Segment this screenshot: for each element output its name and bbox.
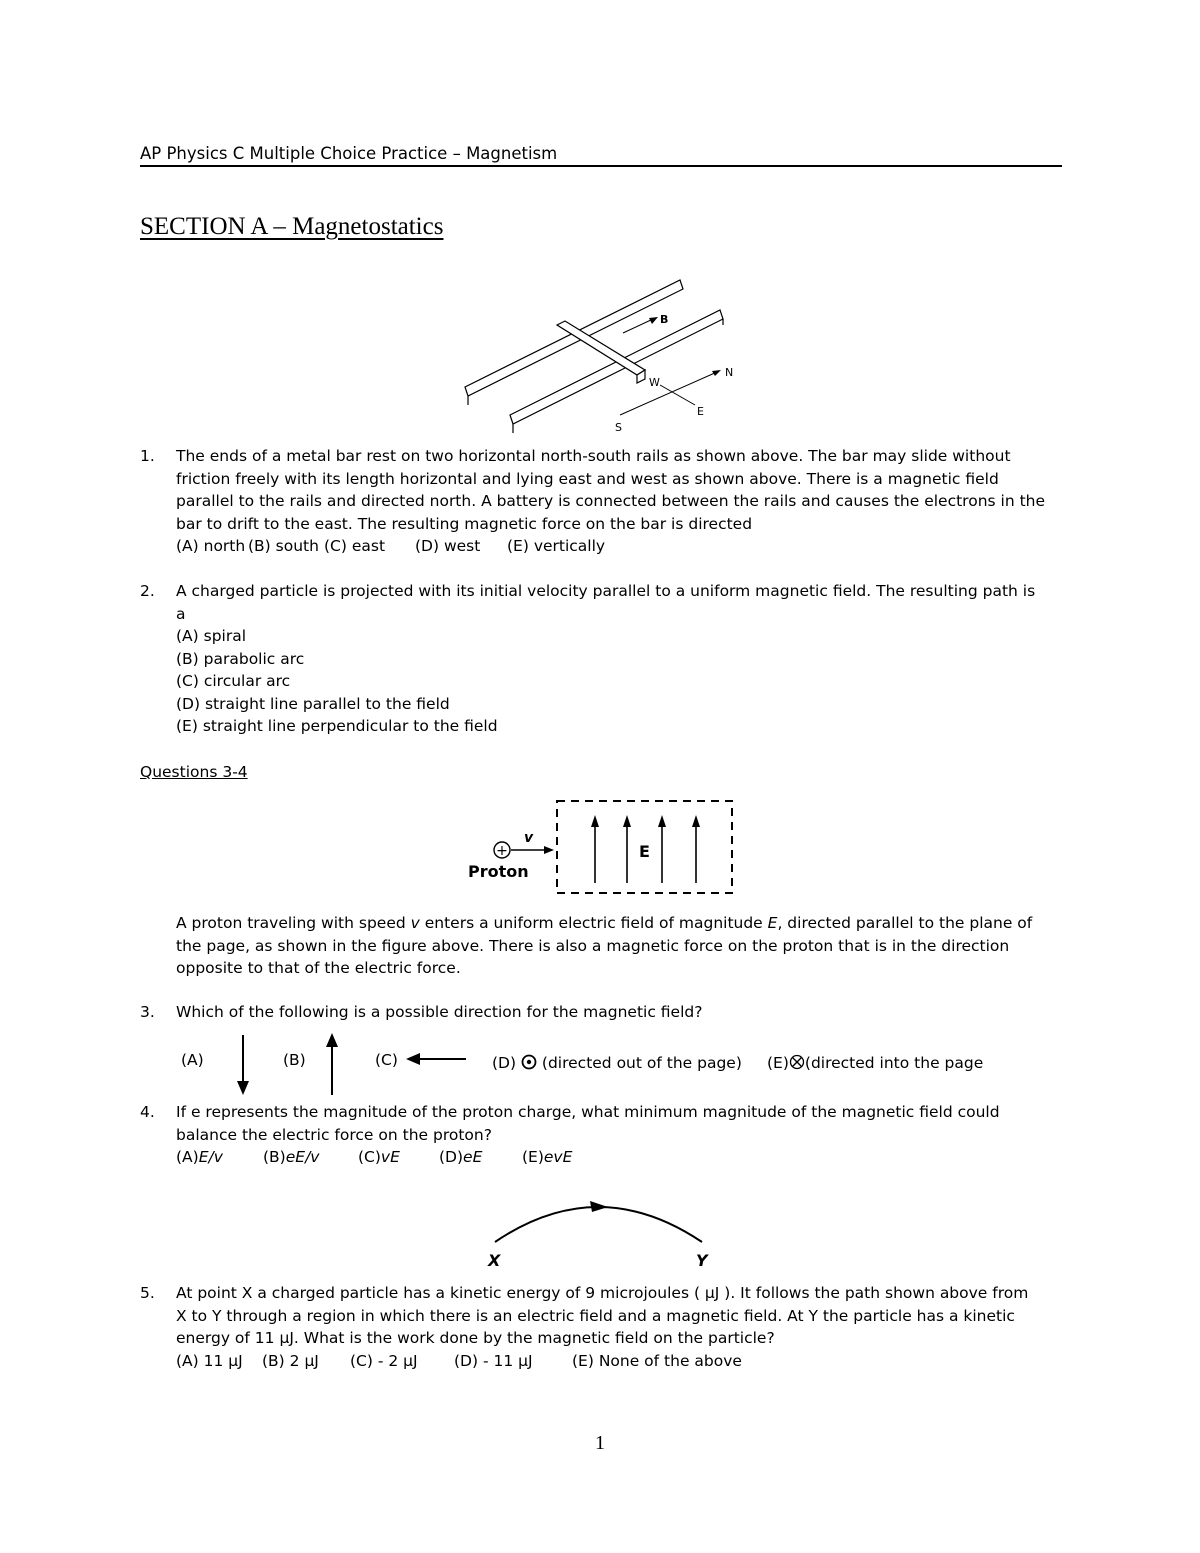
q4-line: balance the electric force on the proton? (176, 1125, 492, 1144)
q4-option-e[interactable]: (E)evE (522, 1148, 573, 1166)
q3-option-d-text: (directed out of the page) (541, 1054, 742, 1072)
questions-group-heading: Questions 3-4 (140, 763, 248, 781)
q4-option-a[interactable]: (A)E/v (176, 1148, 223, 1166)
q1-option-c[interactable]: (C) east (324, 537, 386, 555)
down-arrow-icon (233, 1033, 253, 1097)
front-rail (510, 310, 723, 424)
particle-path-figure (480, 1190, 720, 1270)
q2-option-d[interactable]: (D) straight line parallel to the field (176, 694, 450, 713)
q4-body (176, 1101, 1066, 1169)
proton-label: Proton (468, 862, 529, 881)
particle-path-arc (495, 1207, 702, 1242)
page-number: 1 (595, 1432, 605, 1454)
q5-option-e[interactable]: (E) None of the above (572, 1351, 742, 1370)
q1-options (176, 535, 1066, 558)
q4-options (176, 1146, 1066, 1169)
q3-option-e-label: (E) (767, 1054, 789, 1072)
q4-option-c[interactable]: (C)vE (358, 1148, 400, 1166)
q5-option-d[interactable]: (D) - 11 μJ (454, 1351, 533, 1370)
q1-line: The ends of a metal bar rest on two horizontal north-south rails as shown above. The bar may slide without (176, 447, 1011, 465)
point-x-label: X (488, 1251, 501, 1270)
intro-line: opposite to that of the electric force. (176, 959, 461, 977)
q2-option-b[interactable]: (B) parabolic arc (176, 649, 305, 668)
proton-field-figure (462, 795, 742, 900)
b-field-label: B (660, 313, 669, 326)
q1-line: parallel to the rails and directed north. A battery is connected between the rails and causes the electrons in the (176, 492, 1046, 510)
section-title: SECTION A – Magnetostatics (140, 213, 444, 240)
q5-option-c[interactable]: (C) - 2 μJ (350, 1351, 418, 1370)
q2-body (176, 580, 1066, 738)
q1-line: friction freely with its length horizontal and lying east and west as shown above. There is a magnetic field (176, 469, 999, 488)
header-rule (140, 165, 1062, 167)
left-arrow-icon (404, 1049, 468, 1069)
q2-number: 2. (140, 582, 155, 600)
q5-line: X to Y through a region in which there is an electric field and a magnetic field. At Y the particle has a kinetic (176, 1306, 1015, 1325)
q2-option-a[interactable]: (A) spiral (176, 627, 247, 645)
q5-number: 5. (140, 1284, 155, 1302)
q4-option-d[interactable]: (D)eE (439, 1148, 483, 1166)
west-label: W (649, 376, 660, 389)
q3-number: 3. (140, 1003, 155, 1021)
q5-body (176, 1282, 1066, 1372)
q5-line: At point X a charged particle has a kinetic energy of 9 microjoules ( μJ ). It follows the path shown above from (176, 1284, 1029, 1302)
intro-line: the page, as shown in the figure above. There is also a magnetic force on the proton that is in the direction (176, 936, 1010, 955)
q1-option-a[interactable]: (A) north (176, 537, 246, 555)
q4-option-b[interactable]: (B)eE/v (263, 1148, 320, 1166)
page-header-title: AP Physics C Multiple Choice Practice – Magnetism (140, 144, 558, 163)
q2-option-c[interactable]: (C) circular arc (176, 672, 291, 690)
q3-option-e-text: (directed into the page (804, 1054, 984, 1072)
east-label: E (697, 405, 704, 418)
point-y-label: Y (696, 1251, 708, 1270)
q3-option-d[interactable] (492, 1052, 742, 1075)
q3-4-intro (176, 912, 1066, 980)
q2-line: A charged particle is projected with its initial velocity parallel to a uniform magnetic field. The resulting path is (176, 582, 1036, 600)
q3-text: Which of the following is a possible direction for the magnetic field? (176, 1003, 703, 1021)
q3-option-b-label[interactable]: (B) (283, 1051, 306, 1069)
q1-option-e[interactable]: (E) vertically (507, 537, 606, 555)
proton-plus-sign: + (496, 843, 508, 859)
e-field-label: E (639, 842, 650, 861)
south-label: S (615, 421, 622, 434)
q3-option-c-label[interactable]: (C) (375, 1051, 398, 1069)
rails-figure (455, 275, 755, 435)
q4-line: If e represents the magnitude of the proton charge, what minimum magnitude of the magnetic field could (176, 1103, 1000, 1121)
q1-number: 1. (140, 447, 155, 465)
q3-option-a-label[interactable]: (A) (181, 1051, 204, 1069)
q1-body (176, 445, 1066, 558)
q2-line: a (176, 604, 186, 623)
q1-option-d[interactable]: (D) west (415, 537, 481, 555)
q3-option-d-label: (D) (492, 1054, 517, 1072)
velocity-label: v (524, 830, 534, 846)
intro-line: A proton traveling with speed v enters a uniform electric field of magnitude E, directed parallel to the plane of (176, 914, 1033, 932)
q5-line: energy of 11 μJ. What is the work done by the magnetic field on the particle? (176, 1329, 775, 1347)
q3-option-e[interactable] (767, 1052, 983, 1075)
q2-option-e[interactable]: (E) straight line perpendicular to the field (176, 717, 498, 735)
q1-line: bar to drift to the east. The resulting magnetic force on the bar is directed (176, 514, 753, 533)
up-arrow-icon (322, 1031, 342, 1097)
into-page-icon (789, 1054, 805, 1070)
q1-option-b[interactable]: (B) south (248, 537, 319, 555)
q5-option-b[interactable]: (B) 2 μJ (262, 1351, 319, 1370)
q5-option-a[interactable]: (A) 11 μJ (176, 1351, 243, 1370)
out-of-page-icon (521, 1054, 537, 1070)
q5-options (176, 1350, 1066, 1373)
north-label: N (725, 366, 734, 379)
q4-number: 4. (140, 1103, 155, 1121)
